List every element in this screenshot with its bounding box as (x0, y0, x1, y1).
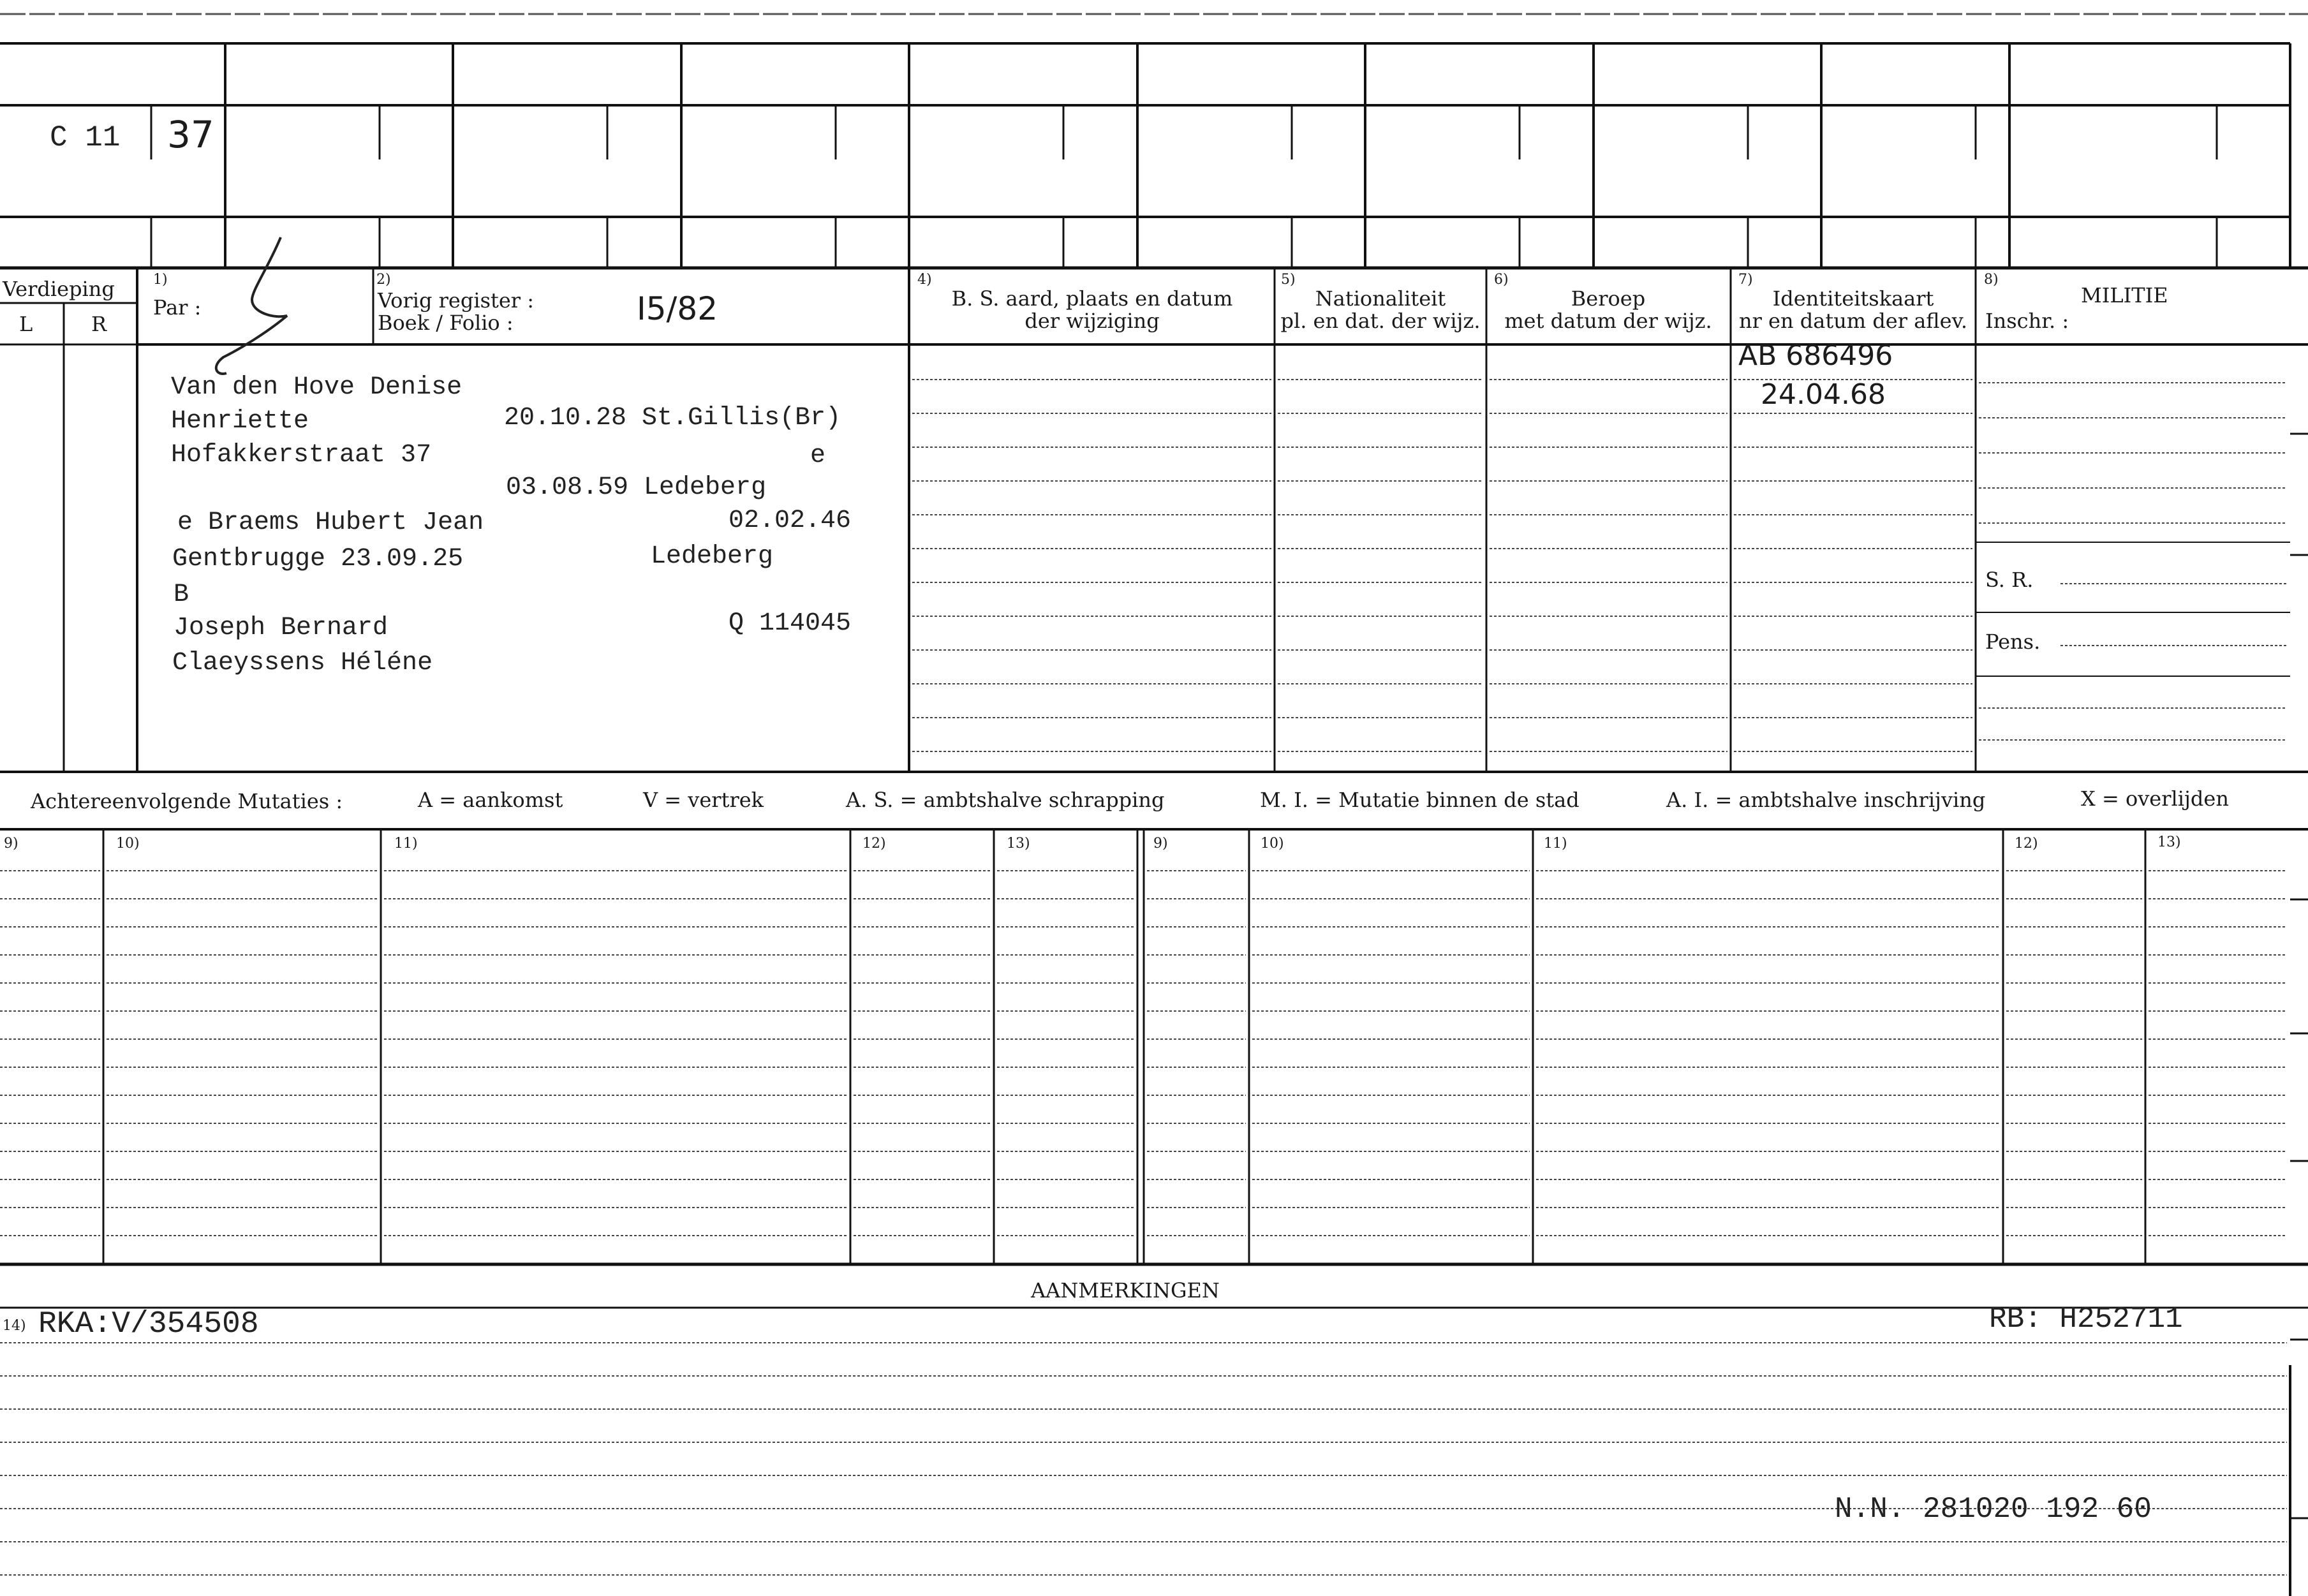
sr-label: S. R. (1985, 568, 2034, 592)
remarks-number: 14) (3, 1318, 26, 1334)
identiteitskaart-subheader: nr en datum der aflev. (1738, 309, 1968, 333)
vorig-register-label: Vorig register : (378, 288, 535, 313)
legend-ambtshalve-schrapping: A. S. = ambtshalve schrapping (846, 788, 1165, 812)
father-name: Joseph Bernard (174, 614, 388, 642)
national-number: N.N. 281020 192 60 (1835, 1493, 2152, 1526)
number-cell: 37 (167, 113, 214, 156)
reference-number: Q 114045 (729, 609, 852, 638)
person-name-line2: Henriette (171, 407, 309, 436)
legend-aankomst: A = aankomst (418, 788, 563, 812)
register-value: I5/82 (637, 290, 718, 327)
spouse-place: Ledeberg (651, 542, 774, 571)
legend-ambtshalve-inschrijving: A. I. = ambtshalve inschrijving (1666, 788, 1986, 812)
mutation-col-12: 12) (862, 836, 886, 852)
beroep-header: Beroep (1571, 286, 1646, 311)
col-l-label: L (19, 312, 33, 336)
nationaliteit-header: Nationaliteit (1315, 286, 1446, 311)
person-date-place: 03.08.59 Ledeberg (506, 473, 767, 502)
mutation-col-11: 11) (394, 836, 418, 852)
code-cell: C 11 (50, 121, 121, 154)
inschr-label: Inschr. : (1985, 309, 2069, 333)
person-address: Hofakkerstraat 37 (171, 441, 432, 469)
legend-overlijden: X = overlijden (2081, 787, 2229, 811)
col5-number: 5) (1281, 272, 1296, 288)
legend-mutatie-stad: M. I. = Mutatie binnen de stad (1260, 788, 1579, 812)
verdieping-label: Verdieping (3, 277, 115, 301)
col8-number: 8) (1984, 272, 1999, 288)
mutation-col-9b: 9) (1153, 836, 1168, 852)
pens-label: Pens. (1985, 630, 2041, 654)
beroep-subheader: met datum der wijz. (1504, 309, 1712, 333)
person-birth: 20.10.28 St.Gillis(Br) (504, 404, 841, 432)
col7-number: 7) (1738, 272, 1753, 288)
col2-number: 2) (376, 272, 391, 288)
mutation-col-13: 13) (1007, 836, 1030, 852)
aanmerkingen-title: AANMERKINGEN (1031, 1278, 1220, 1303)
mutation-col-9: 9) (4, 836, 18, 852)
bs-header-line2: der wijziging (1025, 309, 1160, 333)
col6-number: 6) (1494, 272, 1509, 288)
rb-reference: RB: H252711 (1989, 1303, 2183, 1336)
spouse-name: e Braems Hubert Jean (177, 508, 484, 537)
b-mark: B (174, 580, 189, 609)
identity-card-date: 24.04.68 (1761, 378, 1886, 411)
mutation-col-12b: 12) (2015, 836, 2038, 852)
mutation-col-10: 10) (116, 836, 140, 852)
col-r-label: R (91, 312, 107, 336)
col1-number: 1) (153, 272, 168, 288)
identiteitskaart-header: Identiteitskaart (1772, 286, 1934, 311)
mutation-col-13b: 13) (2157, 834, 2181, 850)
nationaliteit-subheader: pl. en dat. der wijz. (1280, 309, 1481, 333)
mutation-col-10b: 10) (1261, 836, 1284, 852)
handwritten-stroke (216, 237, 287, 374)
boek-folio-label: Boek / Folio : (378, 311, 514, 335)
par-label: Par : (153, 295, 202, 320)
rka-reference: RKA:V/354508 (38, 1307, 259, 1341)
legend-title: Achtereenvolgende Mutaties : (31, 789, 343, 813)
legend-vertrek: V = vertrek (643, 788, 764, 812)
col4-number: 4) (917, 272, 932, 288)
mutation-col-11b: 11) (1544, 836, 1567, 852)
identity-card-number: AB 686496 (1738, 339, 1893, 372)
spouse-date: 02.02.46 (729, 506, 852, 535)
spouse-birth: Gentbrugge 23.09.25 (172, 545, 464, 573)
militie-header: MILITIE (2081, 283, 2168, 307)
bs-header-line1: B. S. aard, plaats en datum (951, 286, 1233, 311)
mother-name: Claeyssens Héléne (172, 649, 433, 677)
e-mark: e (810, 441, 826, 470)
person-name-line1: Van den Hove Denise (171, 373, 462, 402)
